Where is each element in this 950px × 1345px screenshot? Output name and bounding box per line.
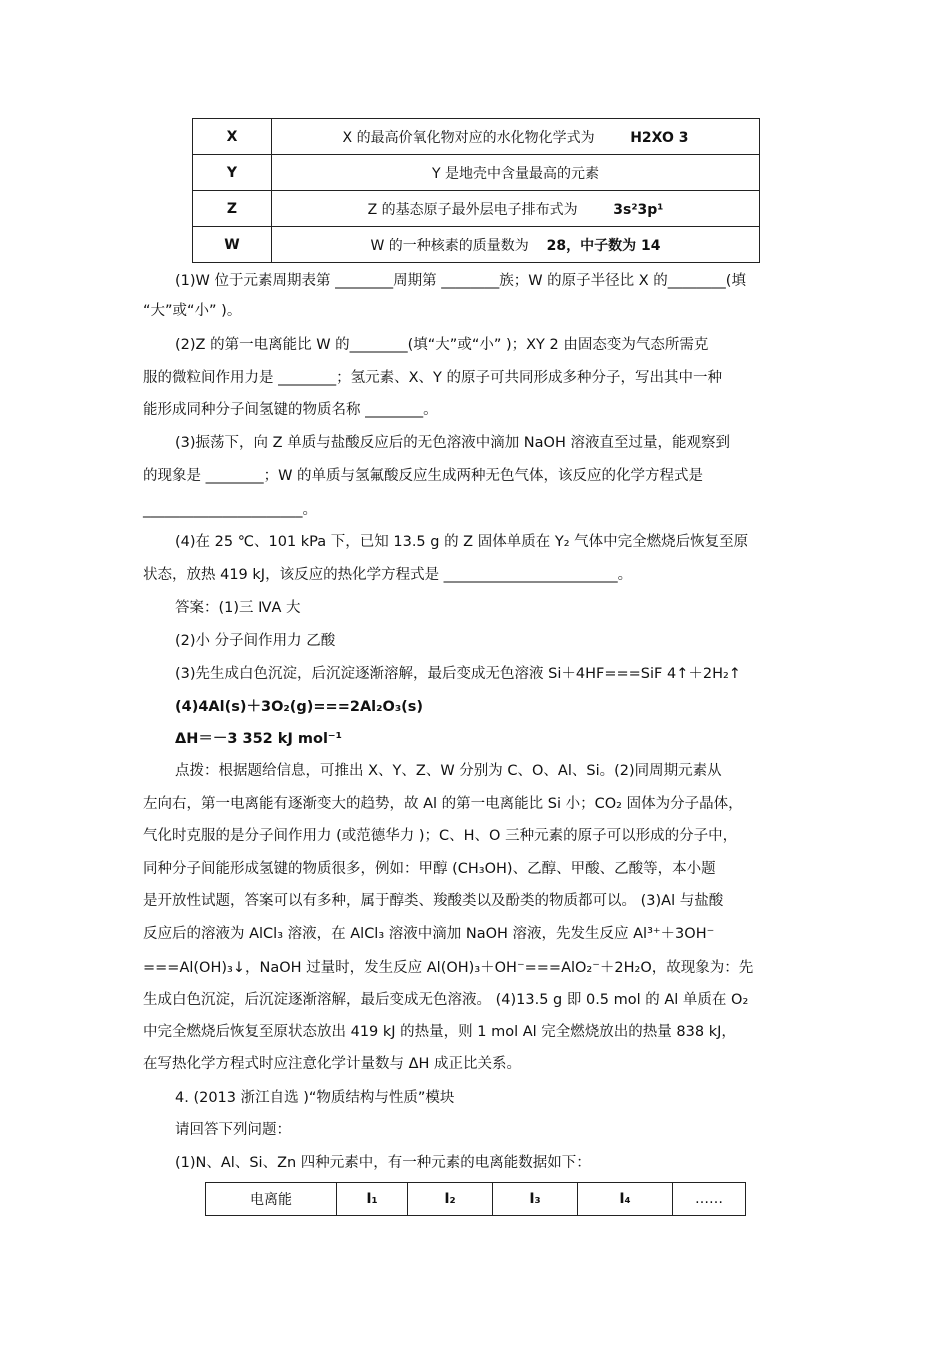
- answer-4-equation: (4)4Al(s)＋3O₂(g)===2Al₂O₃(s): [175, 699, 424, 715]
- element-description: X 的最高价氧化物对应的水化物化学式为 H2XO 3: [272, 119, 760, 155]
- answer-1: 答案：(1)三 ⅣA 大: [175, 600, 301, 616]
- question-4-line-2: 状态，放热 419 kJ，该反应的热化学方程式是 ________________________。: [143, 567, 633, 583]
- question-2-line-2: 服的微粒间作用力是 ________；氢元素、X、Y 的原子可共同形成多种分子，写出其中一种: [143, 370, 723, 386]
- question-2-line-3: 能形成同种分子间氢键的物质名称 ________。: [143, 402, 438, 418]
- question-4-line-1: (4)在 25 ℃、101 kPa 下，已知 13.5 g 的 Z 固体单质在 Y₂ 气体中完全燃烧后恢复至原: [175, 534, 749, 550]
- table-header-cell: I₁: [337, 1183, 408, 1216]
- element-info-table: [192, 118, 760, 263]
- table-row: [206, 1183, 746, 1216]
- table-header-cell: 电离能: [206, 1183, 337, 1216]
- explanation-line-8: 生成白色沉淀，后沉淀逐渐溶解，最后变成无色溶液。 (4)13.5 g 即 0.5 mol 的 Al 单质在 O₂: [143, 992, 749, 1008]
- table-header-cell: ……: [673, 1183, 746, 1216]
- question-3-line-3: ______________________。: [143, 502, 317, 518]
- table-header-cell: I₃: [493, 1183, 578, 1216]
- question-3-line-2: 的现象是 ________；W 的单质与氢氟酸反应生成两种无色气体，该反应的化学方程式是: [143, 468, 704, 484]
- table-row: [193, 119, 760, 155]
- element-description: Y 是地壳中含量最高的元素: [272, 155, 760, 191]
- element-key: W: [193, 227, 272, 263]
- table-row: [193, 191, 760, 227]
- table-header-cell: I₂: [408, 1183, 493, 1216]
- question-3-line-1: (3)振荡下，向 Z 单质与盐酸反应后的无色溶液中滴加 NaOH 溶液直至过量，能观察到: [175, 435, 730, 451]
- question-4-sub-1: (1)N、Al、Si、Zn 四种元素中，有一种元素的电离能数据如下：: [175, 1155, 591, 1171]
- element-description: W 的一种核素的质量数为 28，中子数为 14: [272, 227, 760, 263]
- explanation-line-1: 点拨：根据题给信息，可推出 X、Y、Z、W 分别为 C、O、Al、Si。(2)同周期元素从: [175, 763, 722, 779]
- answer-2: (2)小 分子间作用力 乙酸: [175, 633, 336, 649]
- question-4-prompt: 请回答下列问题：: [175, 1122, 291, 1138]
- explanation-line-7: ===Al(OH)₃↓，NaOH 过量时，发生反应 Al(OH)₃＋OH⁻===AlO₂⁻＋2H₂O，故现象为：先: [143, 960, 754, 976]
- question-1-line-2: “大”或“小” )。: [143, 303, 242, 319]
- table-row: [193, 155, 760, 191]
- explanation-line-3: 气化时克服的是分子间作用力 (或范德华力 )；C、H、O 三种元素的原子可以形成的分子中，: [143, 828, 738, 844]
- explanation-line-10: 在写热化学方程式时应注意化学计量数与 ΔH 成正比关系。: [143, 1056, 522, 1072]
- element-key: Z: [193, 191, 272, 227]
- answer-4-enthalpy: ΔH＝－3 352 kJ mol⁻¹: [175, 731, 342, 747]
- question-1-line-1: (1)W 位于元素周期表第 ________周期第 ________族；W 的原子半径比 X 的________(填: [175, 273, 746, 289]
- answer-3: (3)先生成白色沉淀，后沉淀逐渐溶解，最后变成无色溶液 Si＋4HF===SiF 4↑＋2H₂↑: [175, 666, 741, 682]
- question-4-heading: 4. (2013 浙江自选 )“物质结构与性质”模块: [175, 1090, 455, 1106]
- explanation-line-9: 中完全燃烧后恢复至原状态放出 419 kJ 的热量，则 1 mol Al 完全燃烧放出的热量 838 kJ，: [143, 1024, 736, 1040]
- question-2-line-1: (2)Z 的第一电离能比 W 的________(填“大”或“小” )；XY 2 由固态变为气态所需克: [175, 337, 709, 353]
- element-key: X: [193, 119, 272, 155]
- element-key: Y: [193, 155, 272, 191]
- table-header-cell: I₄: [578, 1183, 673, 1216]
- table-row: [193, 227, 760, 263]
- element-description: Z 的基态原子最外层电子排布式为 3s²3p¹: [272, 191, 760, 227]
- explanation-line-4: 同种分子间能形成氢键的物质很多，例如：甲醇 (CH₃OH)、乙醇、甲酸、乙酸等，本小题: [143, 861, 716, 877]
- explanation-line-6: 反应后的溶液为 AlCl₃ 溶液，在 AlCl₃ 溶液中滴加 NaOH 溶液，先发生反应 Al³⁺＋3OH⁻: [143, 926, 715, 942]
- explanation-line-2: 左向右，第一电离能有逐渐变大的趋势，故 Al 的第一电离能比 Si 小；CO₂ 固体为分子晶体，: [143, 796, 743, 812]
- ionization-energy-table: [205, 1182, 746, 1216]
- explanation-line-5: 是开放性试题，答案可以有多种，属于醇类、羧酸类以及酚类的物质都可以。 (3)Al 与盐酸: [143, 893, 724, 909]
